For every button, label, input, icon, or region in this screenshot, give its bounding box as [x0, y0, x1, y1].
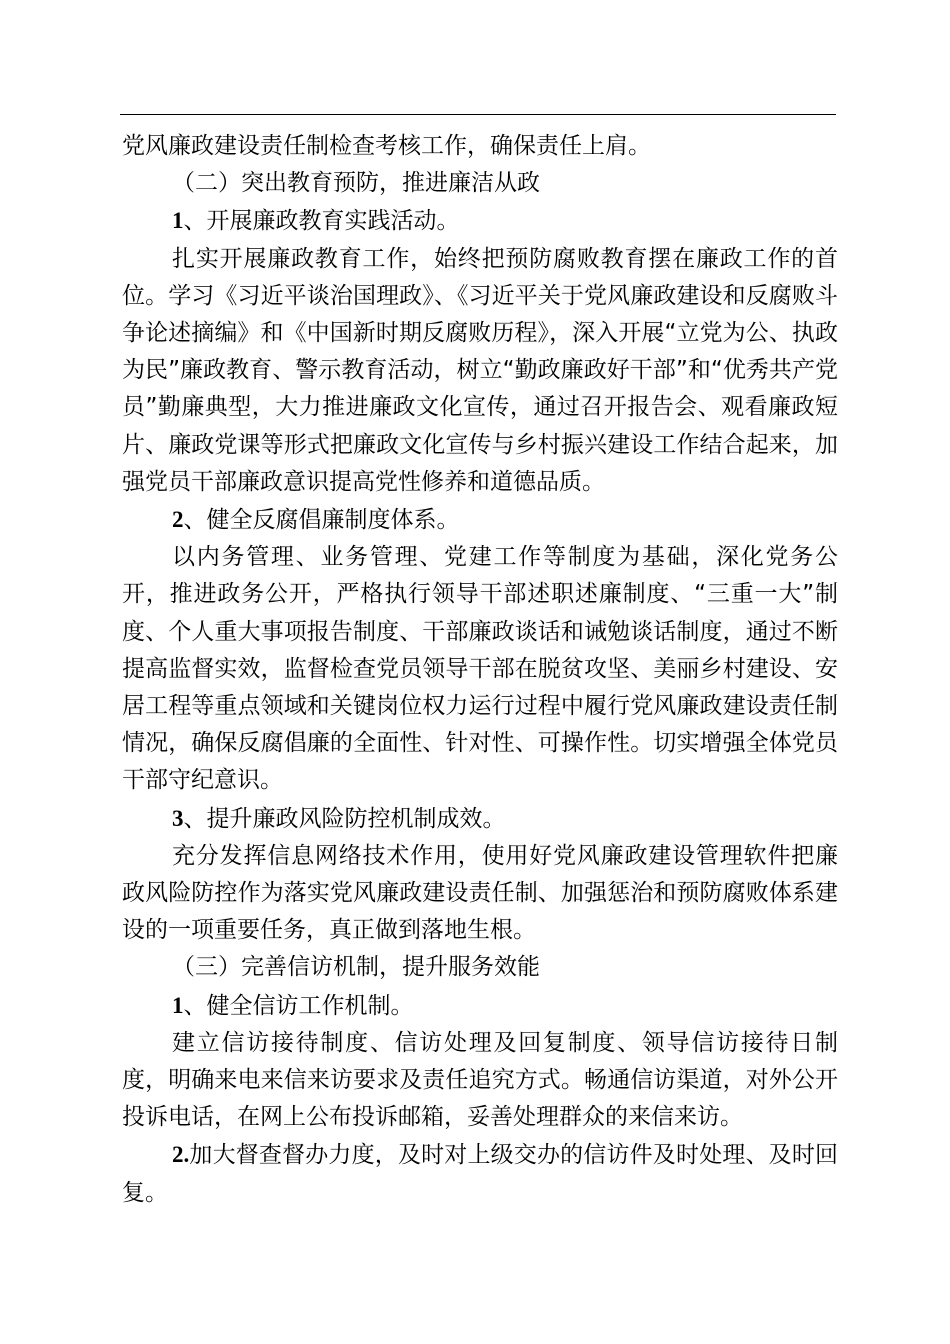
- item-number: 2.: [172, 1142, 190, 1168]
- subheading: [122, 800, 838, 838]
- item-number: 2: [172, 507, 184, 533]
- item-number: 1: [172, 208, 184, 234]
- subheading-text: 、提升廉政风险防控机制成效。: [183, 805, 506, 832]
- paragraph: 党风廉政建设责任制检查考核工作，确保责任上肩。: [122, 133, 651, 159]
- section-heading: （二）突出教育预防，推进廉洁从政: [172, 170, 540, 197]
- subheading-text: 、健全信访工作机制。: [183, 992, 414, 1019]
- paragraph: 以内务管理、业务管理、党建工作等制度为基础，深化党务公开，推进政务公开，严格执行领导干部述职述廉制度、“三重一大”制度、个人重大事项报告制度、干部廉政谈话和诫勉谈话制度，通过不断提高监督实效，监督检查党员领导干部在脱贫攻坚、美丽乡村建设、安居工程等重点领域和关键岗位权力运行过程中履行党风廉政建设责任制情况，确保反腐倡廉的全面性、针对性、可操作性。切实增强全体党员干部守纪意识。: [122, 544, 838, 794]
- subheading: [122, 987, 838, 1025]
- paragraph: 充分发挥信息网络技术作用，使用好党风廉政建设管理软件把廉政风险防控作为落实党风廉政建设责任制、加强惩治和预防腐败体系建设的一项重要任务，真正做到落地生根。: [122, 842, 838, 944]
- item-number: 3: [172, 805, 184, 831]
- subheading-text: 、开展廉政教育实践活动。: [183, 208, 460, 235]
- section-heading: （三）完善信访机制，提升服务效能: [172, 954, 540, 981]
- paragraph: [122, 1136, 838, 1211]
- item-number: 1: [172, 992, 184, 1018]
- subheading: [122, 202, 838, 240]
- header-rule: [120, 114, 836, 115]
- subheading: [122, 501, 838, 539]
- paragraph: 建立信访接待制度、信访处理及回复制度、领导信访接待日制度，明确来电来信来访要求及责任追究方式。畅通信访渠道，对外公开投诉电话，在网上公布投诉邮箱，妥善处理群众的来信来访。: [122, 1029, 838, 1131]
- document-body: [122, 128, 838, 1212]
- paragraph: 扎实开展廉政教育工作，始终把预防腐败教育摆在廉政工作的首位。学习《习近平谈治国理政》、《习近平关于党风廉政建设和反腐败斗争论述摘编》和《中国新时期反腐败历程》，深入开展“立党为公、执政为民”廉政教育、警示教育活动，树立“勤政廉政好干部”和“优秀共产党员”勤廉典型，大力推进廉政文化宣传，通过召开报告会、观看廉政短片、廉政党课等形式把廉政文化宣传与乡村振兴建设工作结合起来，加强党员干部廉政意识提高党性修养和道德品质。: [122, 245, 838, 495]
- paragraph-text: 加大督查督办力度，及时对上级交办的信访件及时处理、及时回复。: [122, 1142, 838, 1206]
- subheading-text: 、健全反腐倡廉制度体系。: [183, 507, 460, 534]
